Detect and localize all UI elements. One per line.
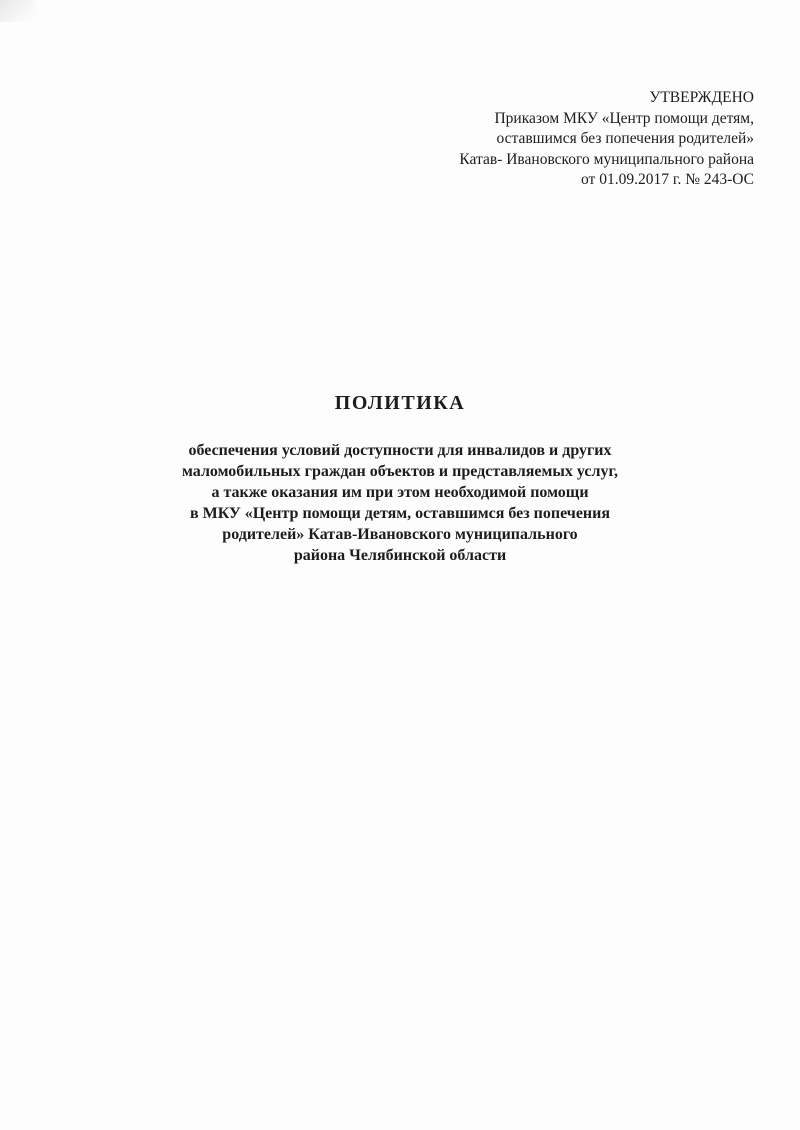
scan-corner-mark bbox=[0, 0, 36, 22]
approval-line: Приказом МКУ «Центр помощи детям, bbox=[494, 109, 754, 127]
subtitle-line: родителей» Катав-Ивановского муниципального bbox=[222, 526, 578, 543]
document-subtitle bbox=[100, 440, 700, 566]
approval-block bbox=[424, 88, 754, 191]
subtitle-line: района Челябинской области bbox=[293, 547, 507, 564]
subtitle-line: в МКУ «Центр помощи детям, оставшимся без попечения bbox=[189, 505, 611, 522]
subtitle-line: маломобильных граждан объектов и представляемых услуг, bbox=[182, 463, 618, 480]
document-title: ПОЛИТИКА bbox=[334, 392, 466, 414]
approval-heading: УТВЕРЖДЕНО bbox=[649, 89, 754, 106]
subtitle-line: обеспечения условий доступности для инвалидов и других bbox=[188, 442, 612, 459]
approval-line: Катав- Ивановского муниципального района bbox=[459, 150, 754, 168]
subtitle-line: а также оказания им при этом необходимой помощи bbox=[211, 484, 589, 501]
approval-order-number: от 01.09.2017 г. № 243-ОС bbox=[581, 171, 754, 188]
approval-line: оставшимся без попечения родителей» bbox=[496, 130, 754, 147]
